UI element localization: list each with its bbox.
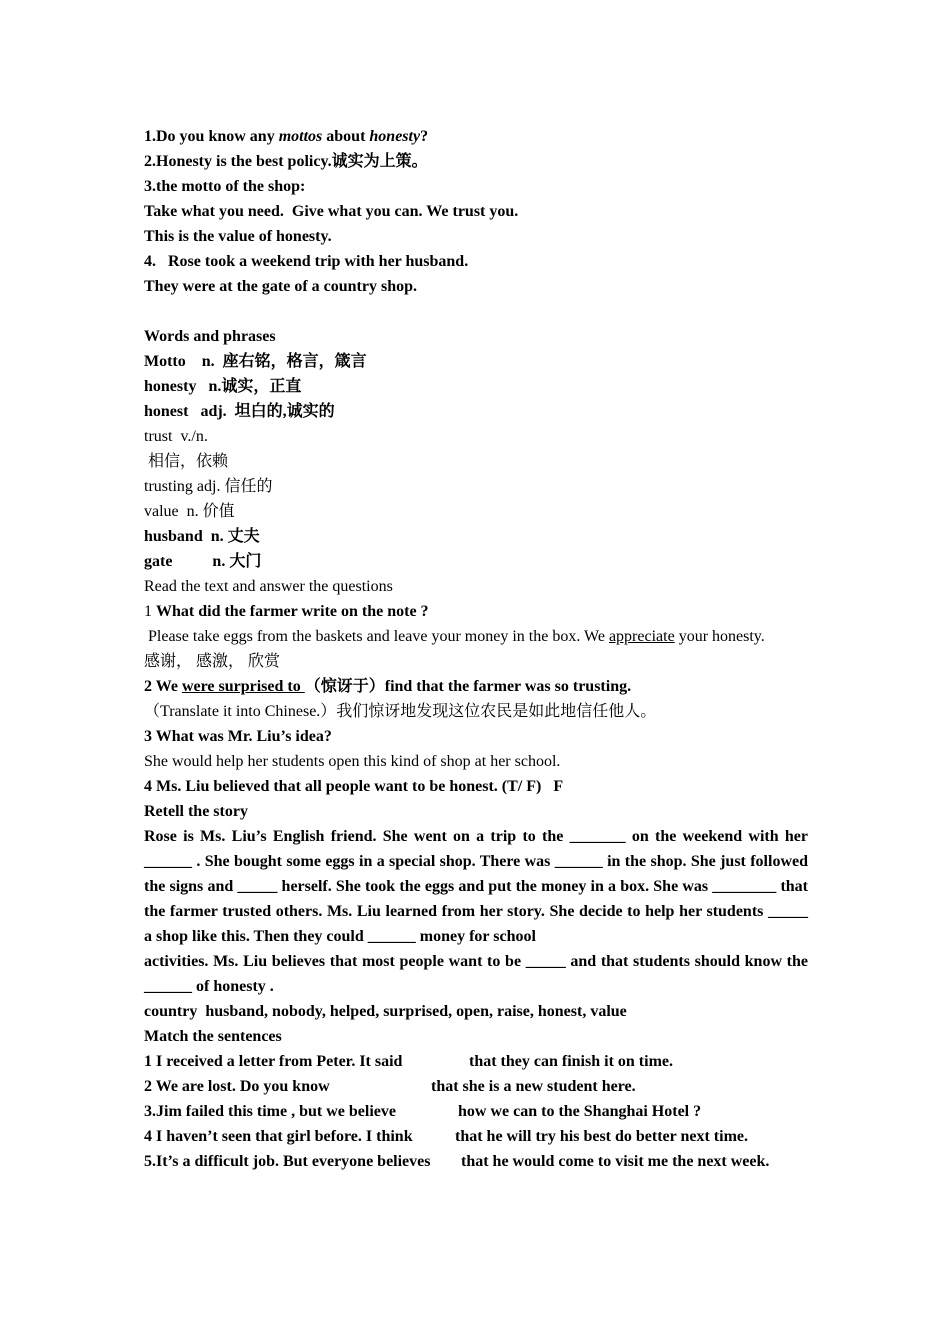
match-row: 5.It’s a difficult job. But everyone believes that he would come to visit me the next week. <box>144 1153 770 1170</box>
reading-question-1: 1 What did the farmer write on the note ? <box>144 603 429 620</box>
retell-paragraph-2: activities. Ms. Liu believes that most people want to be _____ and that students should know the ______ of honesty . <box>144 953 808 995</box>
word-value: value n. 价值 <box>144 503 235 520</box>
spacer <box>144 299 808 324</box>
reading-question-4: 4 Ms. Liu believed that all people want to be honest. (T/ F) F <box>144 778 564 795</box>
match-row: 2 We are lost. Do you know that she is a new student here. <box>144 1078 636 1095</box>
match-heading: Match the sentences <box>144 1028 282 1045</box>
word-husband: husband n. 丈夫 <box>144 528 260 545</box>
intro-line-2: 2.Honesty is the best policy.诚实为上策。 <box>144 153 428 170</box>
word-motto: Motto n. 座右铭，格言，箴言 <box>144 353 367 370</box>
intro-line-7: They were at the gate of a country shop. <box>144 278 418 295</box>
word-honest: honest adj. 坦白的,诚实的 <box>144 403 335 420</box>
word-trusting: trusting adj. 信任的 <box>144 478 273 495</box>
retell-word-bank: country husband, nobody, helped, surprised, open, raise, honest, value <box>144 1003 627 1020</box>
retell-paragraph-1: Rose is Ms. Liu’s English friend. She went on a trip to the _______ on the weekend with her ______ . She bought some eggs in a special shop. There was ______ in the shop. She just followed the signs and _____ herself. She took the eggs and put the money in a box. She was ________ that the farmer trusted others. Ms. Liu learned from her story. She decide to help her students _____ a shop like this. Then they could ______ money for school <box>144 828 808 945</box>
words-heading: Words and phrases <box>144 328 276 345</box>
word-gate: gate n. 大门 <box>144 553 262 570</box>
intro-line-5: This is the value of honesty. <box>144 228 332 245</box>
word-honesty: honesty n.诚实，正直 <box>144 378 302 395</box>
reading-answer-3: She would help her students open this kind of shop at her school. <box>144 753 561 770</box>
intro-line-6: 4. Rose took a weekend trip with her husband. <box>144 253 469 270</box>
reading-answer-1-chinese: 感谢， 感激， 欣赏 <box>144 653 281 670</box>
match-row: 4 I haven’t seen that girl before. I think that he will try his best do better next time. <box>144 1128 748 1145</box>
word-trust-chinese: 相信，依赖 <box>144 453 229 470</box>
word-trust: trust v./n. <box>144 428 208 445</box>
reading-answer-1: Please take eggs from the baskets and leave your money in the box. We appreciate your honesty. <box>144 628 765 645</box>
intro-question-1: 1.Do you know any mottos about honesty? <box>144 128 429 145</box>
document-page <box>144 124 808 1174</box>
reading-question-3: 3 What was Mr. Liu’s idea? <box>144 728 332 745</box>
intro-line-3: 3.the motto of the shop: <box>144 178 306 195</box>
reading-heading: Read the text and answer the questions <box>144 578 393 595</box>
match-row: 1 I received a letter from Peter. It said that they can finish it on time. <box>144 1053 673 1070</box>
match-row: 3.Jim failed this time , but we believe how we can to the Shanghai Hotel ? <box>144 1103 702 1120</box>
reading-answer-2: （Translate it into Chinese.）我们惊讶地发现这位农民是如此地信任他人。 <box>144 703 657 720</box>
reading-question-2: 2 We were surprised to （惊讶于）find that the farmer was so trusting. <box>144 678 632 695</box>
intro-line-4: Take what you need. Give what you can. We trust you. <box>144 203 519 220</box>
retell-heading: Retell the story <box>144 803 248 820</box>
